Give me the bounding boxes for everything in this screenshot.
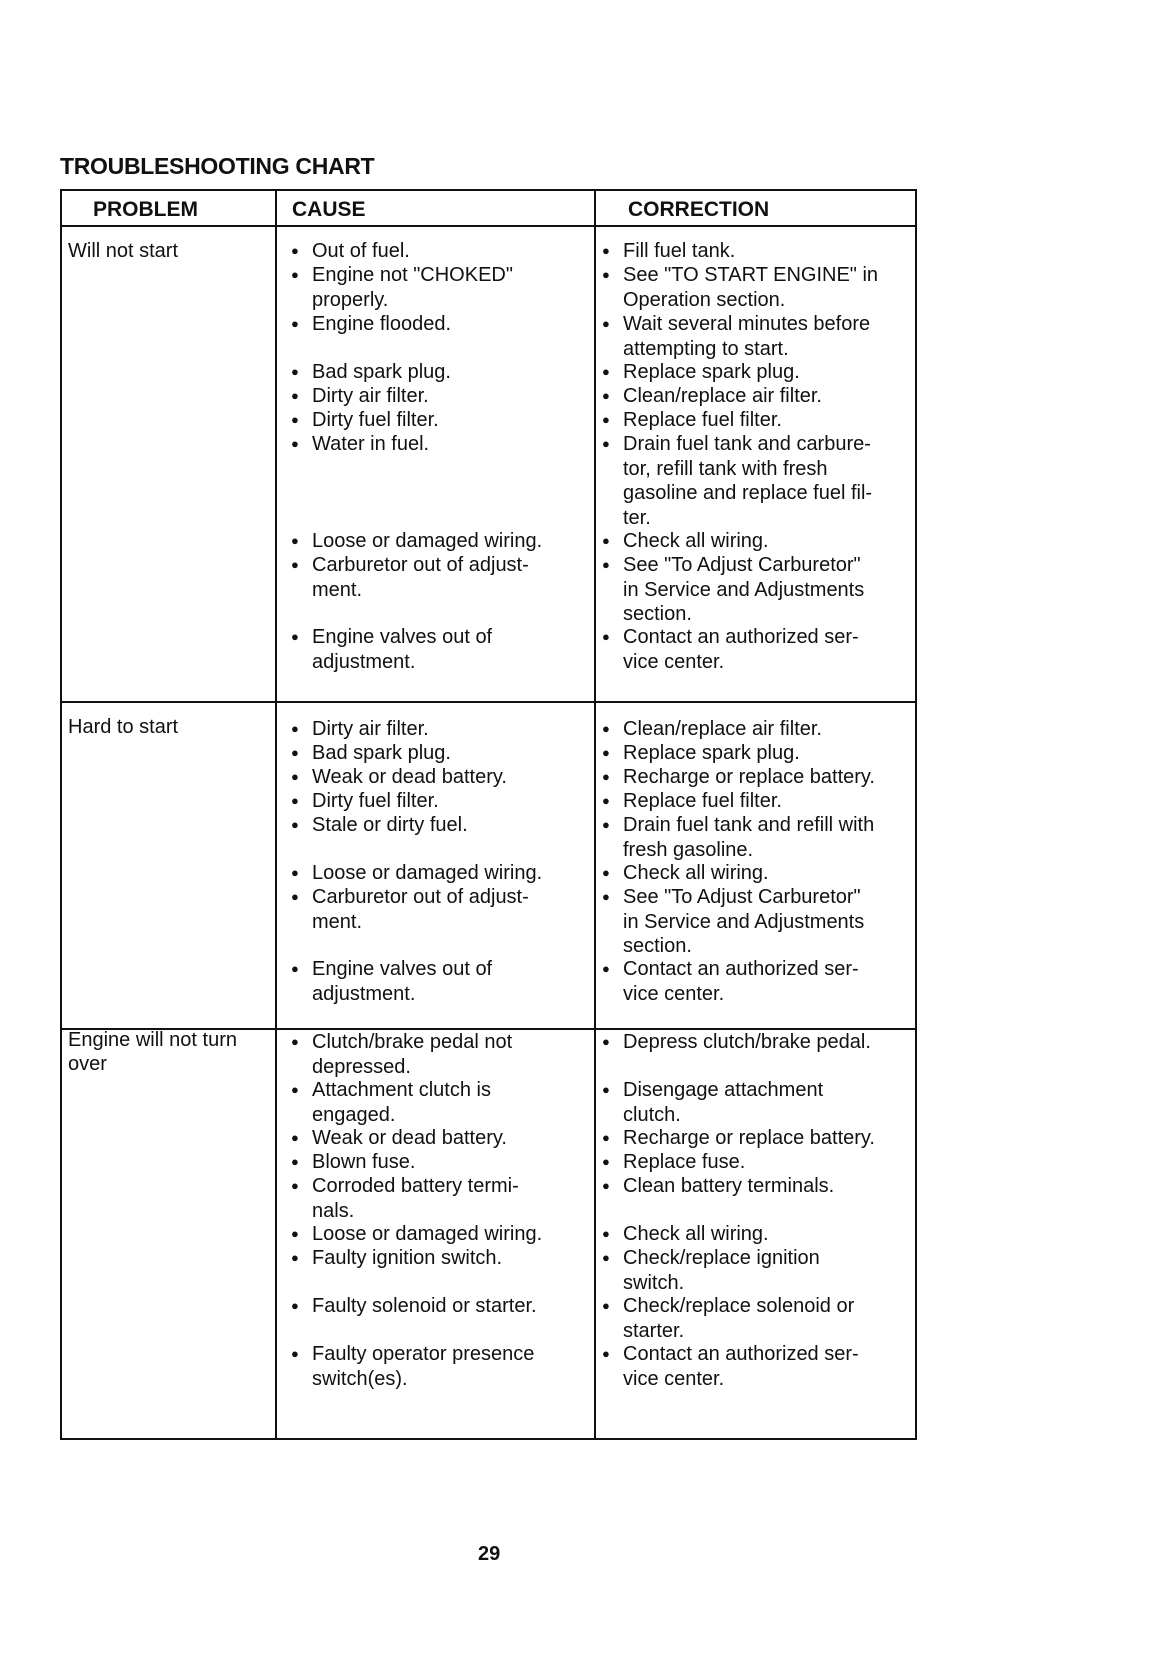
correction-item: ● See "To Adjust Carburetor" in Service and Adjustments section. (602, 886, 865, 957)
bullet-icon: ● (291, 267, 299, 282)
correction-item: ● Clean/replace air filter. (602, 718, 822, 740)
bullet-icon: ● (602, 745, 610, 760)
bullet-icon: ● (602, 412, 610, 427)
cause-item: ● Attachment clutch is engaged. (291, 1079, 491, 1126)
bullet-icon: ● (602, 1250, 610, 1265)
bullet-icon: ● (602, 364, 610, 379)
cause-item: ● Engine valves out of adjustment. (291, 958, 493, 1005)
cause-item: ● Faulty solenoid or starter. (291, 1295, 537, 1317)
cause-item: ● Bad spark plug. (291, 742, 451, 764)
correction-item: ● Check all wiring. (602, 530, 769, 552)
page-number: 29 (478, 1543, 501, 1565)
section-divider (62, 701, 915, 703)
correction-item: ● Depress clutch/brake pedal. (602, 1031, 871, 1053)
bullet-icon: ● (602, 267, 610, 282)
bullet-icon: ● (602, 889, 610, 904)
cause-item: ● Dirty fuel filter. (291, 409, 439, 431)
bullet-icon: ● (602, 1082, 610, 1097)
correction-item: ● Contact an authorized ser- vice center. (602, 1343, 859, 1390)
bullet-icon: ● (602, 629, 610, 644)
bullet-icon: ● (291, 629, 299, 644)
bullet-icon: ● (602, 1226, 610, 1241)
bullet-icon: ● (291, 557, 299, 572)
correction-item: ● Contact an authorized ser- vice center. (602, 626, 859, 673)
correction-item: ● Contact an authorized ser- vice center. (602, 958, 859, 1005)
bullet-icon: ● (291, 1178, 299, 1193)
bullet-icon: ● (602, 557, 610, 572)
bullet-icon: ● (291, 388, 299, 403)
correction-item: ● Replace fuse. (602, 1151, 746, 1173)
bullet-icon: ● (291, 1082, 299, 1097)
header-divider (62, 225, 915, 227)
bullet-icon: ● (291, 1298, 299, 1313)
header-problem: PROBLEM (93, 198, 198, 221)
correction-item: ● Drain fuel tank and carbure- tor, refill tank with fresh gasoline and replace fuel fil- ter. (602, 433, 873, 529)
correction-item: ● Wait several minutes before attempting to start. (602, 313, 871, 360)
bullet-icon: ● (291, 769, 299, 784)
column-divider (275, 191, 277, 1438)
bullet-icon: ● (602, 533, 610, 548)
bullet-icon: ● (602, 769, 610, 784)
correction-item: ● Replace spark plug. (602, 742, 800, 764)
cause-item: ● Blown fuse. (291, 1151, 416, 1173)
problem-label: Will not start (68, 240, 179, 262)
troubleshooting-table (60, 189, 917, 1440)
bullet-icon: ● (291, 1130, 299, 1145)
bullet-icon: ● (291, 1154, 299, 1169)
correction-item: ● Drain fuel tank and refill with fresh gasoline. (602, 814, 875, 861)
column-divider (594, 191, 596, 1438)
correction-item: ● Clean battery terminals. (602, 1175, 835, 1197)
correction-item: ● Clean/replace air filter. (602, 385, 822, 407)
cause-item: ● Loose or damaged wiring. (291, 862, 543, 884)
bullet-icon: ● (602, 388, 610, 403)
cause-item: ● Loose or damaged wiring. (291, 530, 543, 552)
bullet-icon: ● (291, 1346, 299, 1361)
bullet-icon: ● (602, 1178, 610, 1193)
cause-item: ● Faulty ignition switch. (291, 1247, 503, 1269)
bullet-icon: ● (602, 1034, 610, 1049)
correction-item: ● Replace fuel filter. (602, 790, 782, 812)
header-cause: CAUSE (292, 198, 366, 221)
bullet-icon: ● (291, 533, 299, 548)
bullet-icon: ● (291, 961, 299, 976)
correction-item: ● Fill fuel tank. (602, 240, 736, 262)
bullet-icon: ● (291, 316, 299, 331)
correction-item: ● Check all wiring. (602, 1223, 769, 1245)
correction-item: ● Recharge or replace battery. (602, 766, 875, 788)
chart-title: TROUBLESHOOTING CHART (60, 153, 375, 179)
cause-item: ● Corroded battery termi- nals. (291, 1175, 519, 1222)
bullet-icon: ● (291, 721, 299, 736)
bullet-icon: ● (602, 1130, 610, 1145)
problem-label: Hard to start (68, 716, 179, 738)
cause-item: ● Weak or dead battery. (291, 766, 507, 788)
cause-item: ● Carburetor out of adjust- ment. (291, 554, 529, 601)
cause-item: ● Bad spark plug. (291, 361, 451, 383)
cause-item: ● Water in fuel. (291, 433, 430, 455)
correction-item: ● See "To Adjust Carburetor" in Service and Adjustments section. (602, 554, 865, 625)
cause-item: ● Faulty operator presence switch(es). (291, 1343, 535, 1390)
cause-item: ● Carburetor out of adjust- ment. (291, 886, 529, 933)
bullet-icon: ● (291, 243, 299, 258)
bullet-icon: ● (602, 817, 610, 832)
cause-item: ● Engine not "CHOKED" properly. (291, 264, 513, 311)
bullet-icon: ● (602, 721, 610, 736)
bullet-icon: ● (602, 436, 610, 451)
bullet-icon: ● (291, 745, 299, 760)
correction-item: ● Replace spark plug. (602, 361, 800, 383)
header-correction: CORRECTION (628, 198, 770, 221)
correction-item: ● Check/replace solenoid or starter. (602, 1295, 855, 1342)
cause-item: ● Engine valves out of adjustment. (291, 626, 493, 673)
bullet-icon: ● (291, 817, 299, 832)
bullet-icon: ● (602, 1346, 610, 1361)
cause-item: ● Engine flooded. (291, 313, 452, 335)
bullet-icon: ● (291, 436, 299, 451)
bullet-icon: ● (602, 1154, 610, 1169)
bullet-icon: ● (602, 961, 610, 976)
correction-item: ● Check/replace ignition switch. (602, 1247, 820, 1294)
cause-item: ● Clutch/brake pedal not depressed. (291, 1031, 513, 1078)
bullet-icon: ● (602, 316, 610, 331)
cause-item: ● Loose or damaged wiring. (291, 1223, 543, 1245)
correction-item: ● Replace fuel filter. (602, 409, 782, 431)
bullet-icon: ● (291, 1250, 299, 1265)
bullet-icon: ● (291, 412, 299, 427)
bullet-icon: ● (291, 364, 299, 379)
problem-label: Engine will not turn over (68, 1029, 237, 1075)
bullet-icon: ● (291, 1034, 299, 1049)
cause-item: ● Dirty fuel filter. (291, 790, 439, 812)
cause-item: ● Stale or dirty fuel. (291, 814, 468, 836)
bullet-icon: ● (602, 865, 610, 880)
bullet-icon: ● (291, 889, 299, 904)
cause-item: ● Out of fuel. (291, 240, 410, 262)
bullet-icon: ● (602, 1298, 610, 1313)
correction-item: ● See "TO START ENGINE" in Operation section. (602, 264, 879, 311)
cause-item: ● Weak or dead battery. (291, 1127, 507, 1149)
bullet-icon: ● (291, 793, 299, 808)
bullet-icon: ● (291, 865, 299, 880)
cause-item: ● Dirty air filter. (291, 718, 429, 740)
bullet-icon: ● (291, 1226, 299, 1241)
correction-item: ● Recharge or replace battery. (602, 1127, 875, 1149)
bullet-icon: ● (602, 243, 610, 258)
correction-item: ● Disengage attachment clutch. (602, 1079, 824, 1126)
bullet-icon: ● (602, 793, 610, 808)
correction-item: ● Check all wiring. (602, 862, 769, 884)
cause-item: ● Dirty air filter. (291, 385, 429, 407)
